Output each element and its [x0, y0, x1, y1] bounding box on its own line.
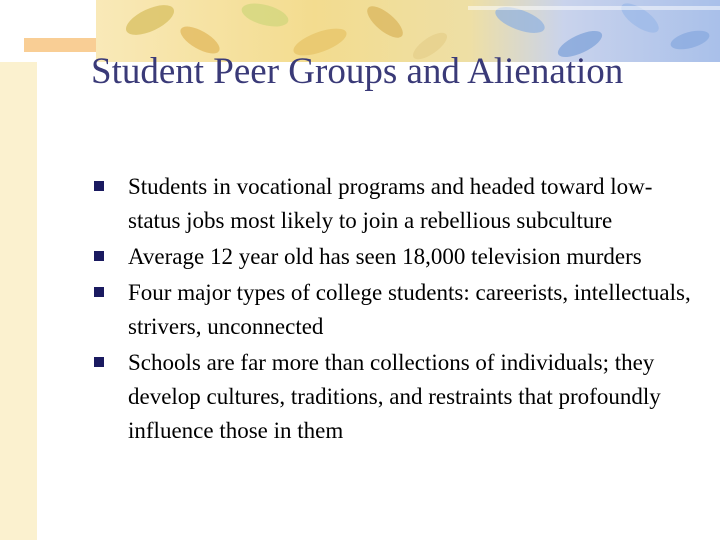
bullet-item — [94, 170, 694, 238]
bullet-text: Students in vocational programs and headed toward low-status jobs most likely to join a rebellious subculture — [128, 174, 653, 233]
square-bullet-icon — [94, 251, 104, 261]
bullet-item — [94, 276, 694, 344]
bullet-list — [94, 170, 694, 448]
bullet-text: Four major types of college students: careerists, intellectuals, strivers, unconnected — [128, 280, 691, 339]
square-bullet-icon — [94, 181, 104, 191]
slide-title: Student Peer Groups and Alienation — [91, 51, 624, 92]
square-bullet-icon — [94, 287, 104, 297]
bullet-item — [94, 240, 694, 274]
bullet-item — [94, 346, 694, 448]
bullet-text: Schools are far more than collections of individuals; they develop cultures, traditions, and restraints that profoundly influence those in them — [128, 350, 661, 443]
left-decorative-band — [0, 0, 37, 540]
square-bullet-icon — [94, 357, 104, 367]
bullet-text: Average 12 year old has seen 18,000 television murders — [128, 244, 642, 269]
